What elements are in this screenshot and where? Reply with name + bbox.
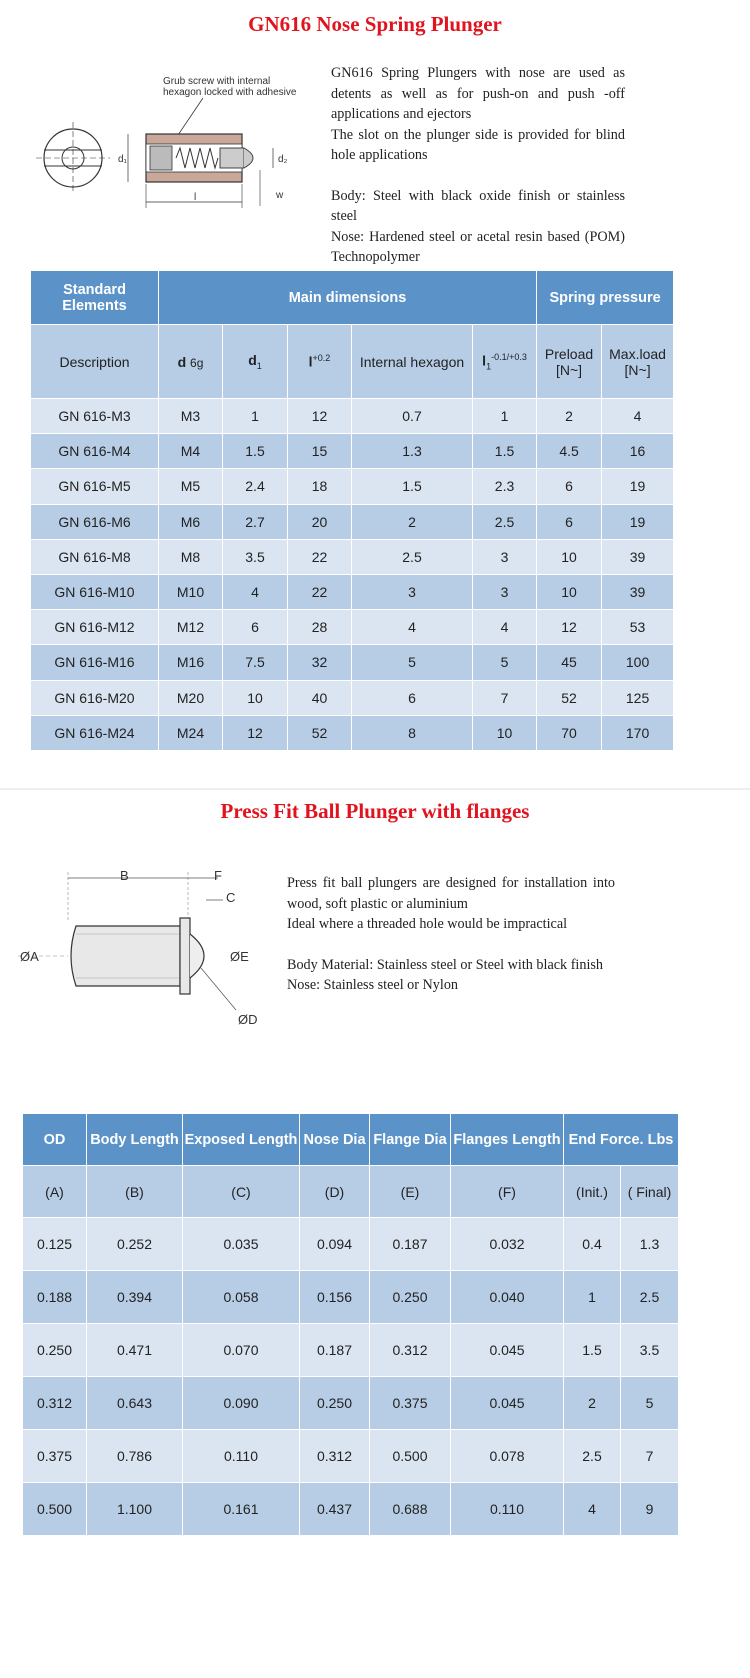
table-cell: 6 xyxy=(352,680,473,715)
gn616-table-body xyxy=(31,399,674,751)
label-b: B xyxy=(120,868,129,883)
table-cell: 70 xyxy=(537,715,602,750)
table-cell: 2.5 xyxy=(564,1430,621,1483)
table-cell: M4 xyxy=(159,434,223,469)
section-divider xyxy=(0,788,750,790)
table-cell: 2.4 xyxy=(223,469,288,504)
table-cell: 0.4 xyxy=(564,1218,621,1271)
table-cell: 1.5 xyxy=(223,434,288,469)
table-cell: 4.5 xyxy=(537,434,602,469)
table-cell: 12 xyxy=(223,715,288,750)
table-cell: M8 xyxy=(159,539,223,574)
table-cell: 0.187 xyxy=(300,1324,370,1377)
table-cell: 5 xyxy=(621,1377,679,1430)
desc-slot: The slot on the plunger side is provided for blind hole applications xyxy=(331,126,625,163)
table-cell: 0.250 xyxy=(370,1271,451,1324)
table-row xyxy=(31,645,674,680)
table-row xyxy=(23,1483,679,1536)
table-row xyxy=(23,1430,679,1483)
table-cell: M12 xyxy=(159,610,223,645)
table-cell: 22 xyxy=(288,574,352,609)
table-cell: 3 xyxy=(352,574,473,609)
table-cell: 52 xyxy=(537,680,602,715)
label-e: ØE xyxy=(230,949,249,964)
table-cell: 10 xyxy=(537,539,602,574)
table-cell: 0.058 xyxy=(183,1271,300,1324)
table-cell: 0.394 xyxy=(87,1271,183,1324)
label-d1: d₁ xyxy=(118,154,127,165)
table-cell: 0.250 xyxy=(300,1377,370,1430)
table-cell: 2.3 xyxy=(473,469,537,504)
section1-title: GN616 Nose Spring Plunger xyxy=(248,12,502,36)
table-cell: 45 xyxy=(537,645,602,680)
label-l: l xyxy=(194,192,197,203)
table-cell: 0.688 xyxy=(370,1483,451,1536)
table-row xyxy=(31,574,674,609)
table-cell: 10 xyxy=(473,715,537,750)
col-preload: Preload [N~] xyxy=(537,325,602,399)
table-cell: 39 xyxy=(602,574,674,609)
table-subheader: (B) xyxy=(87,1166,183,1218)
table-cell: 0.252 xyxy=(87,1218,183,1271)
table-cell: 3 xyxy=(473,574,537,609)
table-row xyxy=(23,1377,679,1430)
table-cell: 2.5 xyxy=(473,504,537,539)
callout-line-2: hexagon locked with adhesive xyxy=(163,87,297,98)
ball-plunger-table xyxy=(22,1113,679,1536)
table-cell: 0.500 xyxy=(370,1430,451,1483)
table-cell: 0.500 xyxy=(23,1483,87,1536)
table-cell: GN 616-M4 xyxy=(31,434,159,469)
table-cell: M24 xyxy=(159,715,223,750)
table-header: End Force. Lbs xyxy=(564,1114,679,1166)
table-row xyxy=(31,539,674,574)
table-cell: 6 xyxy=(537,469,602,504)
label-w: w xyxy=(276,190,284,201)
table-cell: 52 xyxy=(288,715,352,750)
label-f: F xyxy=(214,868,222,883)
col-d1: $d_1$ xyxy=(223,325,288,399)
table-cell: 2 xyxy=(352,504,473,539)
table-cell: 170 xyxy=(602,715,674,750)
table-cell: 39 xyxy=(602,539,674,574)
table-cell: 0.312 xyxy=(370,1324,451,1377)
col-l: $l^{+0.2}$ xyxy=(288,325,352,399)
table-header: OD xyxy=(23,1114,87,1166)
table-cell: 5 xyxy=(352,645,473,680)
table-cell: 16 xyxy=(602,434,674,469)
table-row xyxy=(31,504,674,539)
spring-plunger-diagram xyxy=(28,70,318,220)
col-maxload: Max.load [N~] xyxy=(602,325,674,399)
table-subheader: ( Final) xyxy=(621,1166,679,1218)
table-cell: 0.312 xyxy=(300,1430,370,1483)
table-cell: M20 xyxy=(159,680,223,715)
table-cell: 1.100 xyxy=(87,1483,183,1536)
table-row xyxy=(31,610,674,645)
table-subheader: (C) xyxy=(183,1166,300,1218)
table-cell: 0.7 xyxy=(352,399,473,434)
section2-title: Press Fit Ball Plunger with flanges xyxy=(220,799,530,823)
table-cell: 0.161 xyxy=(183,1483,300,1536)
table-cell: 0.045 xyxy=(451,1324,564,1377)
table-cell: 100 xyxy=(602,645,674,680)
table-cell: 0.045 xyxy=(451,1377,564,1430)
table-row xyxy=(23,1324,679,1377)
table-cell: 0.090 xyxy=(183,1377,300,1430)
table-cell: GN 616-M20 xyxy=(31,680,159,715)
callout-line-1: Grub screw with internal xyxy=(163,76,271,87)
table-cell: 20 xyxy=(288,504,352,539)
table-cell: 2 xyxy=(537,399,602,434)
col-d: d 6g xyxy=(159,325,223,399)
table-row xyxy=(31,399,674,434)
table-cell: GN 616-M24 xyxy=(31,715,159,750)
table-cell: 7.5 xyxy=(223,645,288,680)
desc-ideal: Ideal where a threaded hole would be impractical xyxy=(287,916,568,932)
table-cell: 0.040 xyxy=(451,1271,564,1324)
table-cell: GN 616-M12 xyxy=(31,610,159,645)
table-header: Flanges Length xyxy=(451,1114,564,1166)
section1-description xyxy=(331,63,625,268)
section2-description xyxy=(287,873,615,996)
table-header: Nose Dia xyxy=(300,1114,370,1166)
table-cell: 2 xyxy=(564,1377,621,1430)
table-cell: 32 xyxy=(288,645,352,680)
table-cell: 1.3 xyxy=(621,1218,679,1271)
table-row xyxy=(23,1271,679,1324)
label-d2: d₂ xyxy=(278,154,288,165)
table-cell: 4 xyxy=(602,399,674,434)
table-cell: M6 xyxy=(159,504,223,539)
table-cell: 7 xyxy=(621,1430,679,1483)
table-cell: 40 xyxy=(288,680,352,715)
table-cell: 2.5 xyxy=(352,539,473,574)
col-l1: $l_1^{-0.1/+0.3}$ xyxy=(473,325,537,399)
table-cell: 22 xyxy=(288,539,352,574)
desc-body-material: Body Material: Stainless steel or Steel with black finish xyxy=(287,956,604,973)
table-subheader: (A) xyxy=(23,1166,87,1218)
table-cell: 1 xyxy=(564,1271,621,1324)
table-cell: 0.471 xyxy=(87,1324,183,1377)
table-cell: 3.5 xyxy=(621,1324,679,1377)
table-cell: M16 xyxy=(159,645,223,680)
table-subheader: (F) xyxy=(451,1166,564,1218)
table-cell: 0.094 xyxy=(300,1218,370,1271)
table-cell: 0.375 xyxy=(23,1430,87,1483)
table-subheader: (E) xyxy=(370,1166,451,1218)
table-cell: 3.5 xyxy=(223,539,288,574)
table-cell: GN 616-M3 xyxy=(31,399,159,434)
table-cell: 7 xyxy=(473,680,537,715)
table-cell: 0.187 xyxy=(370,1218,451,1271)
table-cell: 1 xyxy=(473,399,537,434)
table-row xyxy=(31,469,674,504)
col-description: Description xyxy=(31,325,159,399)
table-cell: 12 xyxy=(537,610,602,645)
table-cell: 5 xyxy=(473,645,537,680)
table-cell: 1.5 xyxy=(352,469,473,504)
table-cell: GN 616-M8 xyxy=(31,539,159,574)
table-row xyxy=(31,434,674,469)
table-cell: M10 xyxy=(159,574,223,609)
table-cell: 12 xyxy=(288,399,352,434)
table-cell: 9 xyxy=(621,1483,679,1536)
table-cell: 2.7 xyxy=(223,504,288,539)
table-cell: 4 xyxy=(352,610,473,645)
table-cell: 0.070 xyxy=(183,1324,300,1377)
table-cell: 4 xyxy=(223,574,288,609)
table-cell: 0.437 xyxy=(300,1483,370,1536)
table-row xyxy=(31,680,674,715)
col-internal-hexagon: Internal hexagon xyxy=(352,325,473,399)
header-spring-pressure: Spring pressure xyxy=(537,271,674,325)
table-cell: 4 xyxy=(473,610,537,645)
table-cell: 0.250 xyxy=(23,1324,87,1377)
table-cell: GN 616-M16 xyxy=(31,645,159,680)
table-cell: 1.5 xyxy=(564,1324,621,1377)
ball-plunger-diagram xyxy=(18,860,268,1035)
table-cell: 15 xyxy=(288,434,352,469)
table-cell: 19 xyxy=(602,469,674,504)
table-header: Exposed Length xyxy=(183,1114,300,1166)
table-header: Body Length xyxy=(87,1114,183,1166)
table-cell: 0.312 xyxy=(23,1377,87,1430)
table-row xyxy=(31,715,674,750)
desc-body: Body: Steel with black oxide finish or stainless steel xyxy=(331,187,625,224)
table-row xyxy=(23,1218,679,1271)
table-cell: 18 xyxy=(288,469,352,504)
table-cell: 4 xyxy=(564,1483,621,1536)
table-cell: 0.643 xyxy=(87,1377,183,1430)
table-cell: 0.125 xyxy=(23,1218,87,1271)
table-cell: GN 616-M6 xyxy=(31,504,159,539)
desc-nose-material: Nose: Stainless steel or Nylon xyxy=(287,977,459,993)
desc-press-fit: Press fit ball plungers are designed for installation into wood, soft plastic or aluminium xyxy=(287,875,615,912)
table-cell: 10 xyxy=(537,574,602,609)
table-cell: 3 xyxy=(473,539,537,574)
table-cell: 0.110 xyxy=(183,1430,300,1483)
table-subheader: (D) xyxy=(300,1166,370,1218)
table-cell: GN 616-M10 xyxy=(31,574,159,609)
table-cell: 125 xyxy=(602,680,674,715)
table-cell: 8 xyxy=(352,715,473,750)
table-cell: 10 xyxy=(223,680,288,715)
table-cell: 1.5 xyxy=(473,434,537,469)
table-cell: 0.032 xyxy=(451,1218,564,1271)
label-a: ØA xyxy=(20,949,39,964)
table-cell: 6 xyxy=(223,610,288,645)
table-cell: 0.188 xyxy=(23,1271,87,1324)
ball-plunger-table-body xyxy=(23,1218,679,1536)
table-cell: GN 616-M5 xyxy=(31,469,159,504)
gn616-dimensions-table xyxy=(30,270,674,751)
table-subheader: (Init.) xyxy=(564,1166,621,1218)
table-cell: 0.035 xyxy=(183,1218,300,1271)
table-cell: 0.110 xyxy=(451,1483,564,1536)
table-cell: 6 xyxy=(537,504,602,539)
table-cell: 1.3 xyxy=(352,434,473,469)
table-cell: 53 xyxy=(602,610,674,645)
desc-usage: GN616 Spring Plungers with nose are used as detents as well as for push-on and push -off applications and ejectors xyxy=(331,65,625,122)
header-standard-elements: Standard Elements xyxy=(31,271,159,325)
table-cell: M5 xyxy=(159,469,223,504)
table-header: Flange Dia xyxy=(370,1114,451,1166)
table-cell: 0.375 xyxy=(370,1377,451,1430)
header-main-dimensions: Main dimensions xyxy=(159,271,537,325)
table-cell: 1 xyxy=(223,399,288,434)
table-cell: 28 xyxy=(288,610,352,645)
table-cell: 0.786 xyxy=(87,1430,183,1483)
table-cell: 19 xyxy=(602,504,674,539)
table-cell: 0.078 xyxy=(451,1430,564,1483)
table-cell: 2.5 xyxy=(621,1271,679,1324)
label-c: C xyxy=(226,890,236,905)
table-cell: 0.156 xyxy=(300,1271,370,1324)
table-cell: M3 xyxy=(159,399,223,434)
label-d: ØD xyxy=(238,1012,258,1027)
desc-nose: Nose: Hardened steel or acetal resin based (POM) Technopolymer xyxy=(331,228,625,265)
